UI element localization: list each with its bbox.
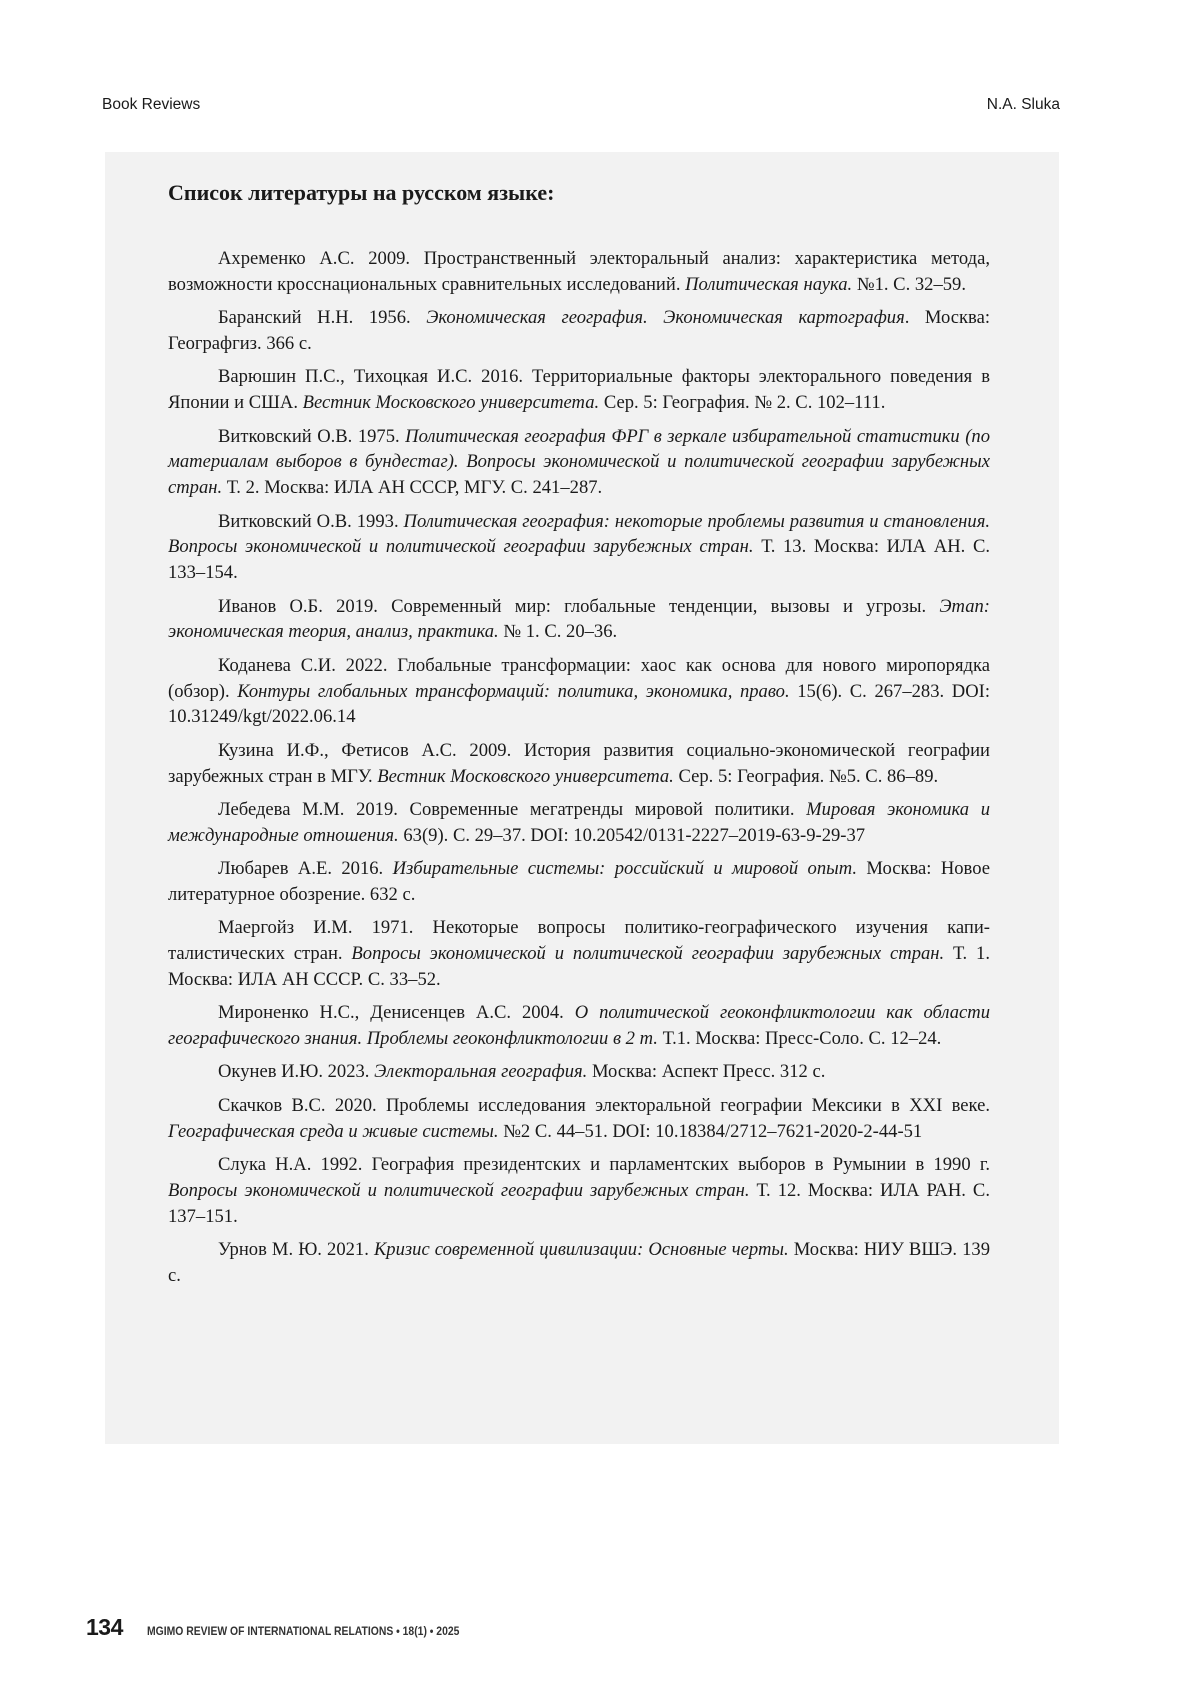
reference-text: Витковский О.В. 1975. [218,426,405,447]
reference-text: Сер. 5: География. № 2. С. 102–111. [599,392,885,413]
reference-text: Витковский О.В. 1993. [218,511,404,532]
author-label: N.A. Sluka [987,96,1060,114]
reference-text: Скачков В.С. 2020. Проблемы исследования электоральной географии Мексики в XXI веке. [218,1095,990,1116]
reference-text: Ахременко А.С. 2009. Пространственный электоральный анализ: характеристика ме­тода, возможности кросснациональных сравнительных исследований. [168,248,990,295]
running-head [102,96,1060,114]
reference-source: Политическая география ФРГ в зеркале избирательной стати­стики (по материалам выборов в бундестаг). Вопросы экономической и политической геогра­фии зарубежных стран. [168,426,990,499]
section-label: Book Reviews [102,96,200,114]
reference-list [168,246,990,1296]
reference-text: Окунев И.Ю. 2023. [218,1061,374,1082]
reference-entry [168,653,990,730]
reference-entry [168,1000,990,1052]
reference-source: Политическая наука. [685,274,852,295]
reference-text: Москва: НИУ ВШЭ. 139 с. [168,1239,990,1286]
reference-text: Москва: Новое литературное обозрение. 632 с. [168,858,990,905]
reference-entry [168,738,990,790]
reference-source: Экономическая география. Экономическая картография [426,307,905,328]
reference-source: О политической геоконфликтологии как обла­сти географического знания. Проблемы геоконфликтологии в 2 т. [168,1002,990,1049]
reference-source: Вестник Московского университета. [303,392,600,413]
reference-text: Сер. 5: География. №5. С. 86–89. [674,766,938,787]
reference-text: №1. С. 32–59. [852,274,966,295]
reference-text: Т. 2. Москва: ИЛА АН СССР, МГУ. С. 241–287. [222,477,602,498]
reference-entry [168,509,990,586]
reference-entry [168,915,990,992]
reference-source: Этап: экономическая теория, анализ, практика. [168,596,990,643]
reference-entry [168,246,990,298]
reference-text: Урнов М. Ю. 2021. [218,1239,374,1260]
reference-source: Кризис современной цивилизации: Основные черты. [374,1239,789,1260]
reference-source: Вопросы экономической и политической географии зарубежных стран. [168,1180,750,1201]
reference-entry [168,594,990,646]
reference-entry [168,1152,990,1229]
reference-text: Москва: Аспект Пресс. 312 с. [587,1061,825,1082]
reference-text: Коданева С.И. 2022. Глобальные трансформации: хаос как основа для нового миро­порядка (обзор). [168,655,990,702]
page-footer [86,1614,502,1641]
reference-source: Географическая среда и живые системы. [168,1121,499,1142]
reference-source: Вестник Московского университета. [377,766,674,787]
reference-text: Иванов О.Б. 2019. Современный мир: глобальные тенденции, вызовы и угрозы. [218,596,939,617]
reference-text: Т.1. Москва: Пресс-Соло. С. 12–24. [658,1028,941,1049]
reference-text: Лебедева М.М. 2019. Современные мегатренды мировой политики. [218,799,806,820]
reference-text: 15(6). С. 267–283. DOI: 10.31249/kgt/2022.06.14 [168,681,990,728]
reference-source: Избирательные системы: российский и мировой опыт. [393,858,857,879]
reference-source: Политическая география: некоторые проблемы развития и ста­новления. Вопросы экономической и политической географии зарубежных стран. [168,511,990,558]
reference-entry [168,305,990,357]
reference-text: №2 С. 44–51. DOI: 10.18384/2712–7621-2020-2-44-51 [499,1121,923,1142]
reference-text: Маергойз И.М. 1971. Некоторые вопросы политико-географического изучения капи­талистических стран. [168,917,990,964]
reference-entry [168,797,990,849]
reference-text: № 1. С. 20–36. [499,621,617,642]
reference-entry [168,1059,990,1085]
reference-text: Т. 13. Москва: ИЛА АН. С. 133–154. [168,536,990,583]
reference-entry [168,856,990,908]
page-number: 134 [86,1614,123,1641]
reference-source: Вопросы экономической и политической географии зарубежных стран. [351,943,944,964]
reference-text: Т. 12. Москва: ИЛА РАН. С. 137–151. [168,1180,990,1227]
reference-text: Т. 1. Москва: ИЛА АН СССР. С. 33–52. [168,943,990,990]
reference-text: Варюшин П.С., Тихоцкая И.С. 2016. Территориальные факторы электорального поведе­ния в Японии и США. [168,366,990,413]
reference-text: . Москва: Географгиз. 366 с. [168,307,990,354]
reference-source: Электоральная география. [374,1061,587,1082]
reference-entry [168,1093,990,1145]
reference-entry [168,1237,990,1289]
reference-text: Кузина И.Ф., Фетисов А.С. 2009. История развития социально-экономической геогра­фии зарубежных стран в МГУ. [168,740,990,787]
reference-entry [168,364,990,416]
references-heading: Список литературы на русском языке: [168,180,554,206]
reference-source: Мировая экономика и международные отношения. [168,799,990,846]
reference-text: Слука Н.А. 1992. География президентских и парламентских выборов в Румынии в 1990 г. [218,1154,990,1175]
reference-text: 63(9). С. 29–37. DOI: 10.20542/0131-2227–2019-63-9-29-37 [399,825,865,846]
journal-title: MGIMO REVIEW OF INTERNATIONAL RELATIONS • 18(1) • 2025 [147,1624,459,1638]
reference-entry [168,424,990,501]
reference-text: Баранский Н.Н. 1956. [218,307,426,328]
reference-text: Мироненко Н.С., Денисенцев А.С. 2004. [218,1002,575,1023]
reference-source: Контуры глобальных трансформаций: политика, экономика, право. [237,681,789,702]
reference-text: Любарев А.Е. 2016. [218,858,393,879]
